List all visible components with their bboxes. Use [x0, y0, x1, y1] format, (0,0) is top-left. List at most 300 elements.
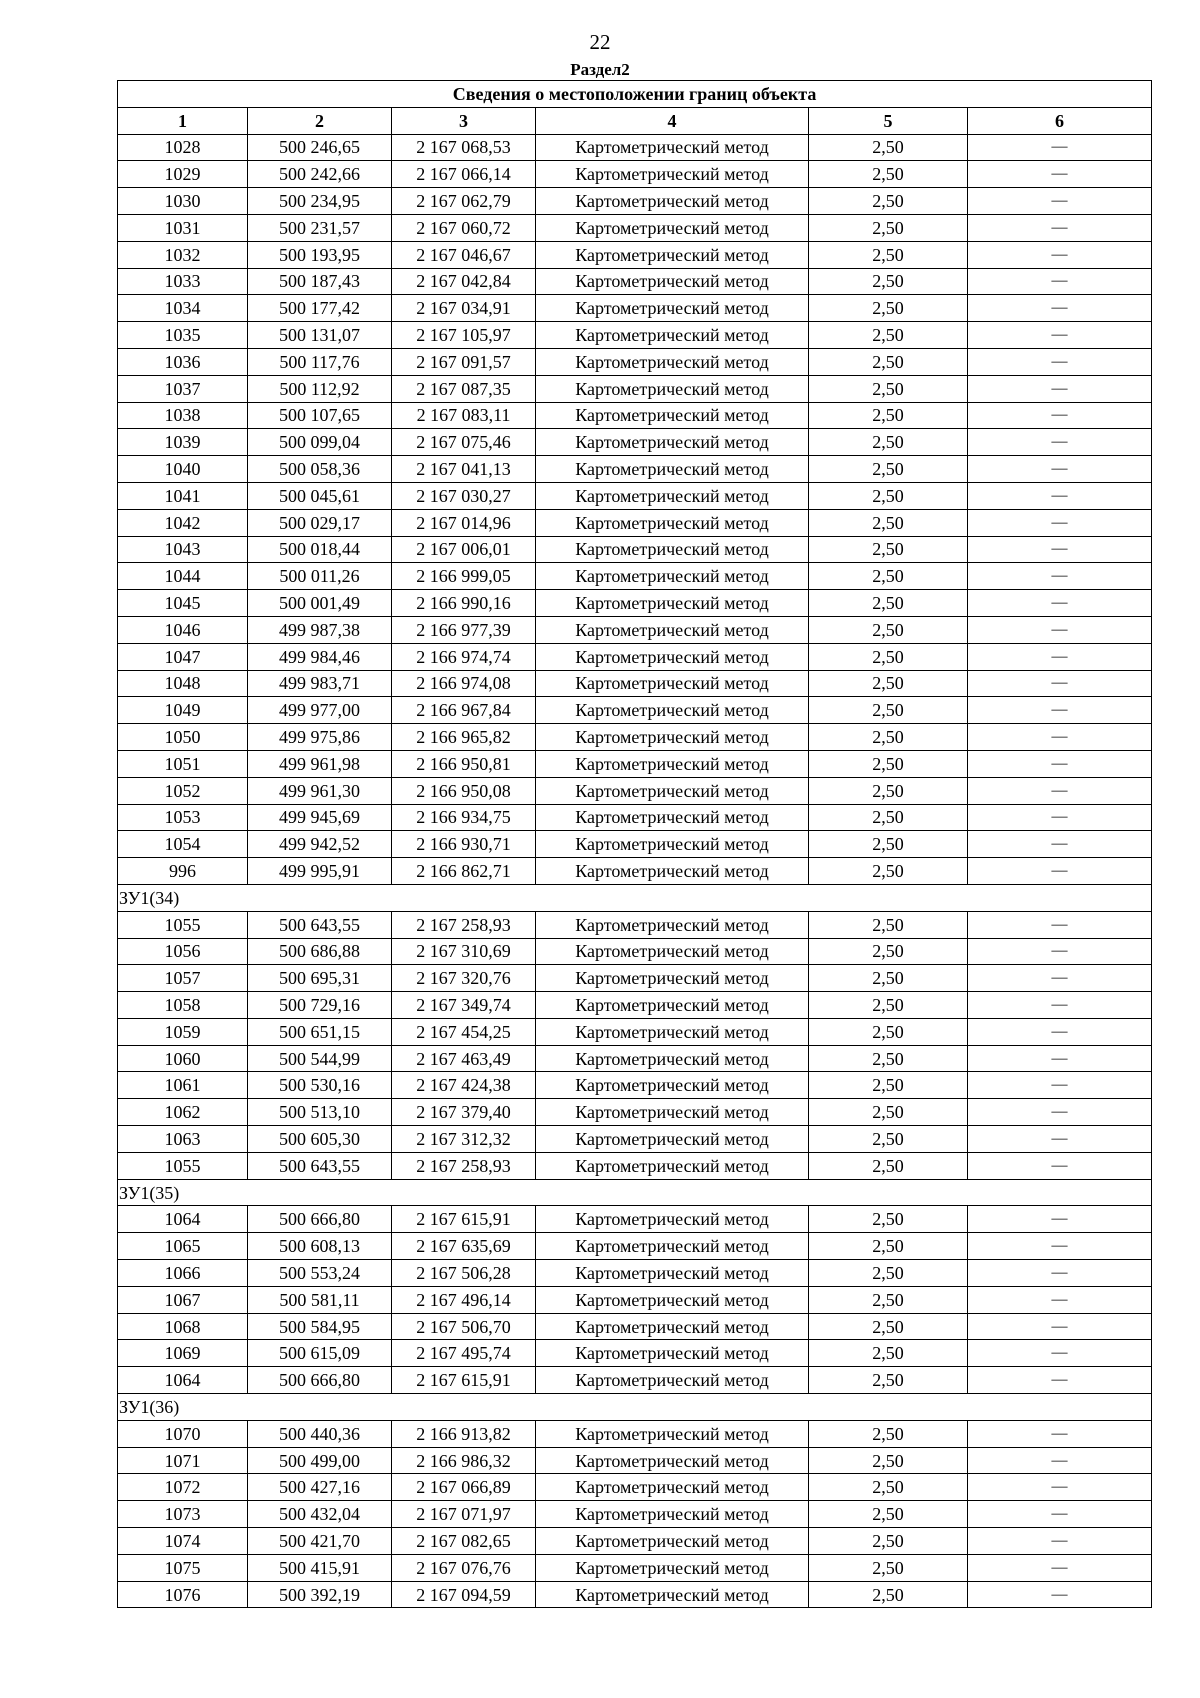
- table-cell: 2,50: [809, 161, 968, 188]
- table-cell: —: [968, 1554, 1152, 1581]
- table-cell: 500 177,42: [248, 295, 392, 322]
- table-cell: 1060: [118, 1045, 248, 1072]
- table-cell: —: [968, 429, 1152, 456]
- table-cell: 1044: [118, 563, 248, 590]
- table-row: [118, 214, 1152, 241]
- table-cell: —: [968, 590, 1152, 617]
- table-cell: —: [968, 482, 1152, 509]
- table-cell: 500 231,57: [248, 214, 392, 241]
- table-cell: —: [968, 241, 1152, 268]
- table-cell: 2 167 034,91: [392, 295, 536, 322]
- table-cell: 1076: [118, 1581, 248, 1608]
- table-cell: —: [968, 1072, 1152, 1099]
- table-cell: —: [968, 643, 1152, 670]
- group-row: [118, 1179, 1152, 1206]
- table-cell: 2 166 934,75: [392, 804, 536, 831]
- table-caption: Сведения о местоположении границ объекта: [118, 81, 1152, 108]
- table-cell: 2,50: [809, 616, 968, 643]
- table-cell: —: [968, 1260, 1152, 1287]
- table-cell: 2 167 087,35: [392, 375, 536, 402]
- table-cell: 499 961,30: [248, 777, 392, 804]
- table-cell: 1034: [118, 295, 248, 322]
- table-cell: —: [968, 1581, 1152, 1608]
- table-cell: Картометрический метод: [536, 1447, 809, 1474]
- table-cell: 2 167 062,79: [392, 188, 536, 215]
- table-cell: Картометрический метод: [536, 402, 809, 429]
- table-cell: 2,50: [809, 1206, 968, 1233]
- table-cell: 500 686,88: [248, 938, 392, 965]
- table-cell: —: [968, 1340, 1152, 1367]
- table-cell: 2,50: [809, 214, 968, 241]
- table-row: [118, 1528, 1152, 1555]
- table-cell: 1033: [118, 268, 248, 295]
- table-cell: —: [968, 1206, 1152, 1233]
- table-cell: 2,50: [809, 429, 968, 456]
- table-cell: —: [968, 1501, 1152, 1528]
- table-cell: 499 977,00: [248, 697, 392, 724]
- table-cell: 500 440,36: [248, 1420, 392, 1447]
- table-cell: 500 695,31: [248, 965, 392, 992]
- table-cell: 1053: [118, 804, 248, 831]
- table-cell: 500 193,95: [248, 241, 392, 268]
- table-cell: 1055: [118, 911, 248, 938]
- table-cell: 2 167 006,01: [392, 536, 536, 563]
- table-row: [118, 1045, 1152, 1072]
- table-cell: Картометрический метод: [536, 724, 809, 751]
- table-body: [118, 134, 1152, 1608]
- table-cell: 2,50: [809, 1313, 968, 1340]
- table-cell: 2,50: [809, 992, 968, 1019]
- table-cell: 2 166 862,71: [392, 858, 536, 885]
- table-row: [118, 1420, 1152, 1447]
- table-cell: Картометрический метод: [536, 348, 809, 375]
- table-cell: 2 167 495,74: [392, 1340, 536, 1367]
- table-cell: 1064: [118, 1206, 248, 1233]
- table-cell: 2,50: [809, 1554, 968, 1581]
- table-cell: Картометрический метод: [536, 241, 809, 268]
- table-cell: 500 242,66: [248, 161, 392, 188]
- table-cell: —: [968, 911, 1152, 938]
- table-cell: 2 167 066,89: [392, 1474, 536, 1501]
- table-cell: 2,50: [809, 456, 968, 483]
- table-row: [118, 322, 1152, 349]
- table-row: [118, 456, 1152, 483]
- table-cell: Картометрический метод: [536, 938, 809, 965]
- table-cell: 1061: [118, 1072, 248, 1099]
- table-cell: Картометрический метод: [536, 1554, 809, 1581]
- table-cell: 2,50: [809, 911, 968, 938]
- table-cell: 1055: [118, 1152, 248, 1179]
- table-cell: Картометрический метод: [536, 1367, 809, 1394]
- table-cell: —: [968, 1018, 1152, 1045]
- table-cell: 500 643,55: [248, 1152, 392, 1179]
- table-cell: —: [968, 1367, 1152, 1394]
- table-cell: 500 513,10: [248, 1099, 392, 1126]
- column-header: 5: [809, 107, 968, 134]
- table-cell: Картометрический метод: [536, 1152, 809, 1179]
- table-cell: 2 166 999,05: [392, 563, 536, 590]
- table-cell: 2 167 506,70: [392, 1313, 536, 1340]
- table-cell: 2,50: [809, 1420, 968, 1447]
- table-cell: 2,50: [809, 1260, 968, 1287]
- table-cell: 500 432,04: [248, 1501, 392, 1528]
- table-cell: Картометрический метод: [536, 295, 809, 322]
- table-cell: 2 167 349,74: [392, 992, 536, 1019]
- table-cell: 2,50: [809, 590, 968, 617]
- table-cell: —: [968, 750, 1152, 777]
- table-cell: 2,50: [809, 938, 968, 965]
- table-cell: Картометрический метод: [536, 563, 809, 590]
- table-row: [118, 670, 1152, 697]
- table-cell: Картометрический метод: [536, 777, 809, 804]
- table-cell: 500 605,30: [248, 1126, 392, 1153]
- table-cell: —: [968, 992, 1152, 1019]
- table-cell: 2 167 042,84: [392, 268, 536, 295]
- table-cell: 2,50: [809, 188, 968, 215]
- table-cell: Картометрический метод: [536, 1126, 809, 1153]
- table-cell: Картометрический метод: [536, 161, 809, 188]
- table-cell: 2,50: [809, 134, 968, 161]
- table-cell: 1065: [118, 1233, 248, 1260]
- table-cell: 2,50: [809, 536, 968, 563]
- table-row: [118, 429, 1152, 456]
- table-cell: 2,50: [809, 777, 968, 804]
- table-cell: 2,50: [809, 1286, 968, 1313]
- table-cell: 1029: [118, 161, 248, 188]
- table-cell: 2 166 965,82: [392, 724, 536, 751]
- table-cell: 2,50: [809, 1152, 968, 1179]
- table-cell: 2 167 071,97: [392, 1501, 536, 1528]
- table-row: [118, 1072, 1152, 1099]
- table-cell: 1066: [118, 1260, 248, 1287]
- table-cell: 2 167 066,14: [392, 161, 536, 188]
- table-row: [118, 590, 1152, 617]
- table-cell: 2 167 068,53: [392, 134, 536, 161]
- table-cell: 2,50: [809, 804, 968, 831]
- table-cell: 500 112,92: [248, 375, 392, 402]
- table-cell: 500 392,19: [248, 1581, 392, 1608]
- table-cell: Картометрический метод: [536, 1420, 809, 1447]
- table-cell: Картометрический метод: [536, 1018, 809, 1045]
- table-row: [118, 268, 1152, 295]
- table-cell: —: [968, 1420, 1152, 1447]
- table-cell: 2 167 094,59: [392, 1581, 536, 1608]
- table-cell: 2,50: [809, 1045, 968, 1072]
- table-cell: Картометрический метод: [536, 188, 809, 215]
- table-cell: —: [968, 965, 1152, 992]
- table-cell: 500 581,11: [248, 1286, 392, 1313]
- table-cell: Картометрический метод: [536, 670, 809, 697]
- table-cell: 500 651,15: [248, 1018, 392, 1045]
- table-cell: —: [968, 348, 1152, 375]
- table-cell: 2,50: [809, 831, 968, 858]
- table-cell: —: [968, 134, 1152, 161]
- table-cell: Картометрический метод: [536, 1286, 809, 1313]
- table-cell: —: [968, 616, 1152, 643]
- table-cell: 1047: [118, 643, 248, 670]
- table-cell: 1063: [118, 1126, 248, 1153]
- table-cell: —: [968, 777, 1152, 804]
- table-cell: 1062: [118, 1099, 248, 1126]
- table-cell: 1074: [118, 1528, 248, 1555]
- table-caption-row: [118, 81, 1152, 108]
- table-cell: 1036: [118, 348, 248, 375]
- table-cell: Картометрический метод: [536, 697, 809, 724]
- table-cell: 2 167 082,65: [392, 1528, 536, 1555]
- table-row: [118, 1554, 1152, 1581]
- column-header: 3: [392, 107, 536, 134]
- table-cell: 2,50: [809, 322, 968, 349]
- table-row: [118, 858, 1152, 885]
- table-cell: Картометрический метод: [536, 616, 809, 643]
- column-header: 4: [536, 107, 809, 134]
- table-cell: 499 983,71: [248, 670, 392, 697]
- table-cell: —: [968, 938, 1152, 965]
- table-cell: Картометрический метод: [536, 965, 809, 992]
- table-cell: 500 001,49: [248, 590, 392, 617]
- table-cell: 2,50: [809, 509, 968, 536]
- table-cell: —: [968, 402, 1152, 429]
- table-cell: —: [968, 1528, 1152, 1555]
- table-cell: 1039: [118, 429, 248, 456]
- table-cell: 2 167 075,46: [392, 429, 536, 456]
- table-cell: 2,50: [809, 965, 968, 992]
- table-cell: 500 615,09: [248, 1340, 392, 1367]
- table-row: [118, 965, 1152, 992]
- table-cell: 1052: [118, 777, 248, 804]
- table-cell: 1057: [118, 965, 248, 992]
- table-cell: 500 421,70: [248, 1528, 392, 1555]
- table-row: [118, 509, 1152, 536]
- table-cell: 2 167 105,97: [392, 322, 536, 349]
- table-cell: 499 995,91: [248, 858, 392, 885]
- table-row: [118, 482, 1152, 509]
- table-row: [118, 616, 1152, 643]
- table-cell: 1056: [118, 938, 248, 965]
- table-cell: 2 167 060,72: [392, 214, 536, 241]
- table-cell: 1070: [118, 1420, 248, 1447]
- table-cell: 1067: [118, 1286, 248, 1313]
- table-cell: —: [968, 268, 1152, 295]
- table-cell: 1042: [118, 509, 248, 536]
- table-cell: 500 018,44: [248, 536, 392, 563]
- table-cell: 2,50: [809, 1447, 968, 1474]
- table-cell: 2 166 950,81: [392, 750, 536, 777]
- table-cell: 499 942,52: [248, 831, 392, 858]
- table-cell: Картометрический метод: [536, 590, 809, 617]
- table-row: [118, 1152, 1152, 1179]
- table-cell: —: [968, 161, 1152, 188]
- column-header-row: [118, 107, 1152, 134]
- table-cell: 2,50: [809, 1018, 968, 1045]
- group-label: ЗУ1(35): [118, 1179, 1152, 1206]
- table-cell: Картометрический метод: [536, 1099, 809, 1126]
- table-row: [118, 161, 1152, 188]
- table-cell: 2 167 310,69: [392, 938, 536, 965]
- table-cell: —: [968, 1474, 1152, 1501]
- table-cell: 500 107,65: [248, 402, 392, 429]
- table-cell: 499 945,69: [248, 804, 392, 831]
- table-cell: 2,50: [809, 724, 968, 751]
- table-row: [118, 1099, 1152, 1126]
- table-cell: 1075: [118, 1554, 248, 1581]
- table-cell: 2 166 967,84: [392, 697, 536, 724]
- table-row: [118, 1367, 1152, 1394]
- table-cell: 2,50: [809, 1072, 968, 1099]
- table-row: [118, 1447, 1152, 1474]
- table-cell: 2 167 091,57: [392, 348, 536, 375]
- table-cell: Картометрический метод: [536, 536, 809, 563]
- table-cell: 1071: [118, 1447, 248, 1474]
- table-cell: —: [968, 322, 1152, 349]
- table-cell: 2,50: [809, 697, 968, 724]
- table-cell: 1043: [118, 536, 248, 563]
- table-cell: 1048: [118, 670, 248, 697]
- group-label: ЗУ1(34): [118, 884, 1152, 911]
- table-cell: 2,50: [809, 858, 968, 885]
- boundary-coordinates-table: [117, 80, 1152, 1608]
- table-row: [118, 938, 1152, 965]
- table-cell: Картометрический метод: [536, 911, 809, 938]
- table-cell: 2 167 379,40: [392, 1099, 536, 1126]
- table-cell: 2 166 990,16: [392, 590, 536, 617]
- table-cell: —: [968, 670, 1152, 697]
- table-cell: —: [968, 1099, 1152, 1126]
- table-cell: 1049: [118, 697, 248, 724]
- table-cell: 2,50: [809, 1099, 968, 1126]
- table-cell: 2 166 950,08: [392, 777, 536, 804]
- table-row: [118, 241, 1152, 268]
- table-cell: 2,50: [809, 670, 968, 697]
- table-cell: Картометрический метод: [536, 214, 809, 241]
- table-cell: —: [968, 724, 1152, 751]
- table-cell: 2,50: [809, 1233, 968, 1260]
- table-cell: 499 961,98: [248, 750, 392, 777]
- table-cell: 500 246,65: [248, 134, 392, 161]
- table-cell: —: [968, 375, 1152, 402]
- table-row: [118, 348, 1152, 375]
- table-cell: Картометрический метод: [536, 1072, 809, 1099]
- table-cell: 500 553,24: [248, 1260, 392, 1287]
- table-cell: 2 167 320,76: [392, 965, 536, 992]
- table-cell: —: [968, 536, 1152, 563]
- table-cell: 500 427,16: [248, 1474, 392, 1501]
- table-cell: Картометрический метод: [536, 456, 809, 483]
- table-cell: 2 166 974,08: [392, 670, 536, 697]
- table-cell: 2 166 930,71: [392, 831, 536, 858]
- table-row: [118, 831, 1152, 858]
- table-cell: 2 167 615,91: [392, 1206, 536, 1233]
- table-cell: —: [968, 1045, 1152, 1072]
- table-cell: —: [968, 1286, 1152, 1313]
- column-header: 1: [118, 107, 248, 134]
- table-row: [118, 1340, 1152, 1367]
- table-cell: 1030: [118, 188, 248, 215]
- table-row: [118, 1581, 1152, 1608]
- table-cell: —: [968, 1447, 1152, 1474]
- table-cell: 2,50: [809, 1474, 968, 1501]
- table-cell: 2 167 083,11: [392, 402, 536, 429]
- table-cell: 2 167 635,69: [392, 1233, 536, 1260]
- table-row: [118, 1233, 1152, 1260]
- table-cell: 1073: [118, 1501, 248, 1528]
- table-cell: 1050: [118, 724, 248, 751]
- table-row: [118, 375, 1152, 402]
- table-row: [118, 295, 1152, 322]
- table-cell: Картометрический метод: [536, 858, 809, 885]
- table-cell: 2,50: [809, 1528, 968, 1555]
- table-cell: 500 011,26: [248, 563, 392, 590]
- table-cell: 2 167 014,96: [392, 509, 536, 536]
- table-cell: 500 131,07: [248, 322, 392, 349]
- table-cell: Картометрический метод: [536, 268, 809, 295]
- table-cell: 2 167 258,93: [392, 911, 536, 938]
- table-cell: 2 167 076,76: [392, 1554, 536, 1581]
- table-row: [118, 643, 1152, 670]
- table-cell: —: [968, 509, 1152, 536]
- table-cell: Картометрический метод: [536, 1313, 809, 1340]
- table-cell: Картометрический метод: [536, 1581, 809, 1608]
- table-cell: —: [968, 697, 1152, 724]
- table-cell: Картометрический метод: [536, 375, 809, 402]
- table-cell: Картометрический метод: [536, 1501, 809, 1528]
- group-row: [118, 1394, 1152, 1421]
- table-cell: 2,50: [809, 402, 968, 429]
- table-cell: 500 666,80: [248, 1206, 392, 1233]
- table-cell: 2,50: [809, 1340, 968, 1367]
- table-cell: —: [968, 804, 1152, 831]
- table-row: [118, 134, 1152, 161]
- table-cell: 2,50: [809, 1367, 968, 1394]
- table-row: [118, 777, 1152, 804]
- table-row: [118, 750, 1152, 777]
- table-cell: 2 167 312,32: [392, 1126, 536, 1153]
- table-row: [118, 1206, 1152, 1233]
- table-cell: 500 058,36: [248, 456, 392, 483]
- table-cell: Картометрический метод: [536, 1206, 809, 1233]
- table-cell: 500 415,91: [248, 1554, 392, 1581]
- table-cell: Картометрический метод: [536, 429, 809, 456]
- table-cell: Картометрический метод: [536, 509, 809, 536]
- table-cell: —: [968, 214, 1152, 241]
- table-row: [118, 1260, 1152, 1287]
- table-cell: 499 975,86: [248, 724, 392, 751]
- table-row: [118, 1126, 1152, 1153]
- table-cell: —: [968, 1152, 1152, 1179]
- section-title: Раздел2: [570, 60, 630, 79]
- table-cell: Картометрический метод: [536, 1528, 809, 1555]
- table-cell: —: [968, 188, 1152, 215]
- table-cell: —: [968, 295, 1152, 322]
- table-cell: 1058: [118, 992, 248, 1019]
- table-cell: 2 167 041,13: [392, 456, 536, 483]
- table-row: [118, 911, 1152, 938]
- table-cell: Картометрический метод: [536, 1474, 809, 1501]
- table-cell: 2,50: [809, 241, 968, 268]
- table-cell: 1045: [118, 590, 248, 617]
- table-cell: 2 167 030,27: [392, 482, 536, 509]
- page-number: 22: [589, 30, 611, 54]
- table-cell: Картометрический метод: [536, 750, 809, 777]
- table-cell: Картометрический метод: [536, 1045, 809, 1072]
- table-cell: —: [968, 1233, 1152, 1260]
- table-cell: 1037: [118, 375, 248, 402]
- table-cell: 2,50: [809, 375, 968, 402]
- table-cell: 2,50: [809, 750, 968, 777]
- table-cell: 1040: [118, 456, 248, 483]
- table-cell: 996: [118, 858, 248, 885]
- table-cell: 1028: [118, 134, 248, 161]
